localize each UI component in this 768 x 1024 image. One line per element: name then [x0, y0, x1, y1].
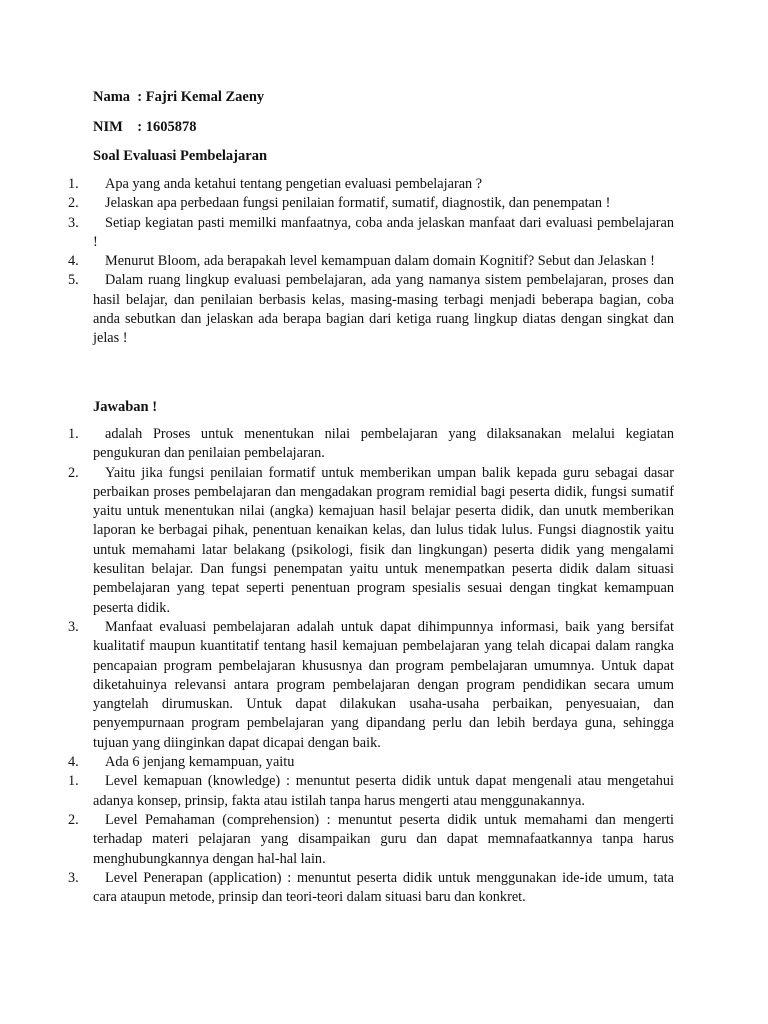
answer-list — [68, 425, 674, 907]
answer-item — [68, 753, 674, 772]
answer-text: Level Pemahaman (comprehension) : menuntut peserta didik untuk memahami dan mengerti terhadap materi pelajaran yang disampaikan guru dan dapat memnafaatkannya tanpa harus menghubungkannya dengan hal-hal lain. — [93, 811, 674, 867]
question-text: Apa yang anda ketahui tentang pengetian evaluasi pembelajaran ? — [105, 176, 483, 192]
answer-number: 4. — [68, 754, 79, 771]
question-item — [68, 175, 674, 194]
course-title: Soal Evaluasi Pembelajaran — [93, 148, 268, 164]
question-text: Jelaskan apa perbedaan fungsi penilaian formatif, sumatif, diagnostik, dan penempatan ! — [105, 195, 611, 212]
question-item — [68, 214, 674, 253]
student-nim: NIM : 1605878 — [93, 119, 197, 135]
answer-number: 3. — [68, 869, 79, 886]
question-number: 1. — [68, 176, 79, 192]
question-text: Setiap kegiatan pasti memilki manfaatnya, coba anda jelaskan manfaat dari evaluasi pembelajaran ! — [93, 214, 674, 250]
answer-number: 2. — [68, 464, 79, 481]
question-item — [68, 194, 674, 213]
question-text: Menurut Bloom, ada berapakah level kemampuan dalam domain Kognitif? Sebut dan Jelaskan ! — [105, 253, 655, 270]
answer-number: 2. — [68, 811, 79, 828]
answer-text: Yaitu jika fungsi penilaian formatif untuk memberikan umpan balik kepada guru sebagai dasar perbaikan proses pembelajaran dan mengadakan program remidial bagi peserta didik, fungsi sumatif yaitu untuk menentukan nilai (angka) kemajuan hasil belajar peserta didik, dan unutk memberikan laporan ke berbagai pihak, penentuan kenaikan kelas, dan lulus tidak lulus. Fungsi diagnostik yaitu untuk memahami latar belakang (psikologi, fisik dan lingkungan) peserta didik yang mengalami kesulitan belajar. Dan fungsi penempatan yaitu untuk menempatkan peserta didik dalam situasi pembelajaran yang tepat seperti penentuan program spesialis sesuai dengan tingkat kemampuan peserta didik. — [93, 464, 674, 616]
question-text: Dalam ruang lingkup evaluasi pembelajaran, ada yang namanya sistem pembelajaran, proses dan hasil belajar, dan penilaian berbasis kelas, masing-masing terbagi menjadi beberapa bagian, coba anda sebutkan dan jelaskan ada berapa bagian dari ketiga ruang lingkup diatas dengan singkat dan jelas ! — [93, 272, 674, 347]
answer-number: 3. — [68, 618, 79, 635]
question-item — [68, 252, 674, 271]
question-item — [68, 271, 674, 348]
answer-text: Level kemapuan (knowledge) : menuntut peserta didik untuk dapat mengenali atau mengetahui adanya konsep, prinsip, fakta atau istilah tanpa harus mengerti atau menggunakannya. — [93, 773, 674, 809]
answer-item — [68, 772, 674, 811]
answer-item — [68, 869, 674, 908]
answer-item — [68, 464, 674, 618]
question-number: 3. — [68, 214, 79, 231]
answer-item — [68, 425, 674, 464]
question-number: 2. — [68, 195, 79, 212]
answer-number: 1. — [68, 773, 79, 790]
student-name: Nama : Fajri Kemal Zaeny — [93, 89, 265, 105]
question-list — [68, 175, 674, 349]
answer-item — [68, 811, 674, 869]
question-number: 4. — [68, 253, 79, 270]
answer-text: Manfaat evaluasi pembelajaran adalah untuk dapat dihimpunnya informasi, baik yang bersifat kualitatif maupun kuantitatif tentang hasil kemajuan pembelajaran yang telah dicapai dalam rangka pencapaian program pembelajaran khususnya dan program pembelajaran umumnya. Untuk dapat diketahuinya relevansi antara program pembelajaran dengan program pendidikan secara umum yangtelah dirumuskan. Untuk dapat dilakukan usaha-usaha perbaikan, penyesuaian, dan penyempurnaan program pembelajaran yang dipandang perlu dan lebih berdaya guna, sehingga tujuan yang diinginkan dapat dicapai dengan baik. — [93, 618, 674, 751]
answers-heading: Jawaban ! — [93, 399, 158, 415]
answer-text: Level Penerapan (application) : menuntut peserta didik untuk menggunakan ide-ide umum, tata cara ataupun metode, prinsip dan teori-teori dalam situasi baru dan konkret. — [93, 869, 674, 906]
answer-number: 1. — [68, 426, 79, 442]
answer-item — [68, 618, 674, 753]
question-number: 5. — [68, 272, 79, 289]
answer-text: Ada 6 jenjang kemampuan, yaitu — [105, 754, 295, 771]
answer-text: adalah Proses untuk menentukan nilai pembelajaran yang dilaksanakan melalui kegiatan pengukuran dan penilaian pembelajaran. — [93, 426, 674, 462]
